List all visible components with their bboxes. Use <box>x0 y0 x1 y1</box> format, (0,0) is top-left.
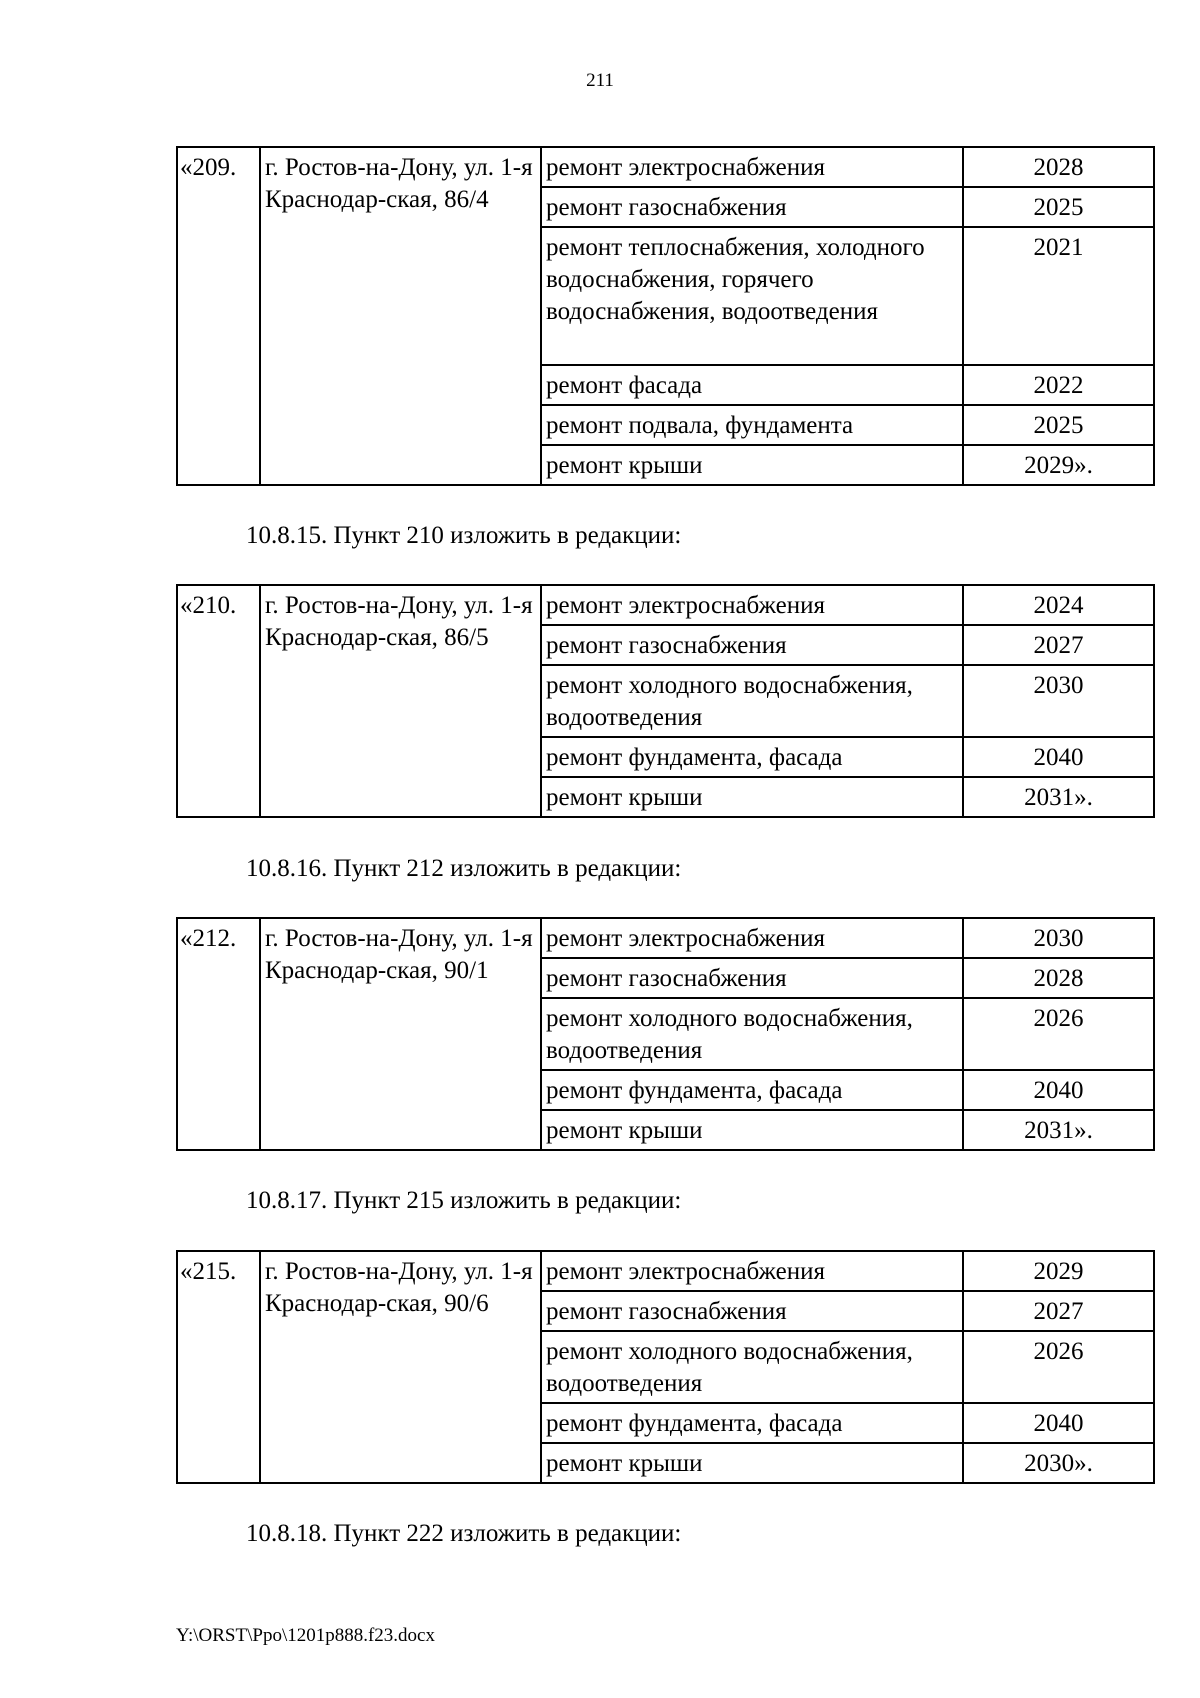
amendment-text: 10.8.15. Пункт 210 изложить в редакции: <box>246 522 682 549</box>
year-cell: 2030 <box>963 918 1154 958</box>
work-cell: ремонт электроснабжения <box>541 147 963 187</box>
work-cell: ремонт фундамента, фасада <box>541 737 963 777</box>
item-table-215 <box>176 1250 1155 1484</box>
work-cell: ремонт электроснабжения <box>541 918 963 958</box>
table-row <box>177 1251 1154 1291</box>
year-cell: 2040 <box>963 1070 1154 1110</box>
year-cell: 2030». <box>963 1443 1154 1483</box>
year-cell: 2026 <box>963 998 1154 1070</box>
work-cell: ремонт крыши <box>541 777 963 817</box>
year-cell: 2027 <box>963 625 1154 665</box>
year-cell: 2021 <box>963 227 1154 365</box>
work-cell: ремонт газоснабжения <box>541 1291 963 1331</box>
work-cell: ремонт фундамента, фасада <box>541 1070 963 1110</box>
item-address: г. Ростов-на-Дону, ул. 1-я Краснодар-ская, 86/4 <box>260 147 541 485</box>
work-cell: ремонт холодного водоснабжения, водоотведения <box>541 665 963 737</box>
year-cell: 2030 <box>963 665 1154 737</box>
year-cell: 2026 <box>963 1331 1154 1403</box>
footer-file-path: Y:\ORST\Ppo\1201p888.f23.docx <box>176 1625 435 1646</box>
year-cell: 2024 <box>963 585 1154 625</box>
item-table-210 <box>176 584 1155 818</box>
year-cell: 2029 <box>963 1251 1154 1291</box>
item-number: «212. <box>177 918 260 1150</box>
item-number: «209. <box>177 147 260 485</box>
work-cell: ремонт подвала, фундамента <box>541 405 963 445</box>
work-cell: ремонт газоснабжения <box>541 958 963 998</box>
work-cell: ремонт фасада <box>541 365 963 405</box>
item-number: «215. <box>177 1251 260 1483</box>
year-cell: 2027 <box>963 1291 1154 1331</box>
item-table-212 <box>176 917 1155 1151</box>
table-row <box>177 147 1154 187</box>
work-cell: ремонт теплоснабжения, холодного водоснабжения, горячего водоснабжения, водоотведения <box>541 227 963 365</box>
work-cell: ремонт электроснабжения <box>541 1251 963 1291</box>
work-cell: ремонт холодного водоснабжения, водоотведения <box>541 1331 963 1403</box>
year-cell: 2028 <box>963 958 1154 998</box>
year-cell: 2025 <box>963 187 1154 227</box>
work-cell: ремонт холодного водоснабжения, водоотведения <box>541 998 963 1070</box>
work-cell: ремонт газоснабжения <box>541 625 963 665</box>
item-table-209 <box>176 146 1155 486</box>
item-address: г. Ростов-на-Дону, ул. 1-я Краснодар-ская, 86/5 <box>260 585 541 817</box>
item-address: г. Ростов-на-Дону, ул. 1-я Краснодар-ская, 90/1 <box>260 918 541 1150</box>
item-address: г. Ростов-на-Дону, ул. 1-я Краснодар-ская, 90/6 <box>260 1251 541 1483</box>
year-cell: 2031». <box>963 1110 1154 1150</box>
amendment-text: 10.8.17. Пункт 215 изложить в редакции: <box>246 1187 682 1214</box>
table-row <box>177 585 1154 625</box>
table-row <box>177 918 1154 958</box>
year-cell: 2025 <box>963 405 1154 445</box>
year-cell: 2031». <box>963 777 1154 817</box>
year-cell: 2040 <box>963 737 1154 777</box>
year-cell: 2040 <box>963 1403 1154 1443</box>
year-cell: 2028 <box>963 147 1154 187</box>
work-cell: ремонт фундамента, фасада <box>541 1403 963 1443</box>
amendment-text: 10.8.18. Пункт 222 изложить в редакции: <box>246 1520 682 1547</box>
item-number: «210. <box>177 585 260 817</box>
year-cell: 2022 <box>963 365 1154 405</box>
amendment-text: 10.8.16. Пункт 212 изложить в редакции: <box>246 855 682 882</box>
work-cell: ремонт газоснабжения <box>541 187 963 227</box>
work-cell: ремонт электроснабжения <box>541 585 963 625</box>
page-number: 211 <box>586 70 614 91</box>
work-cell: ремонт крыши <box>541 445 963 485</box>
work-cell: ремонт крыши <box>541 1443 963 1483</box>
year-cell: 2029». <box>963 445 1154 485</box>
work-cell: ремонт крыши <box>541 1110 963 1150</box>
